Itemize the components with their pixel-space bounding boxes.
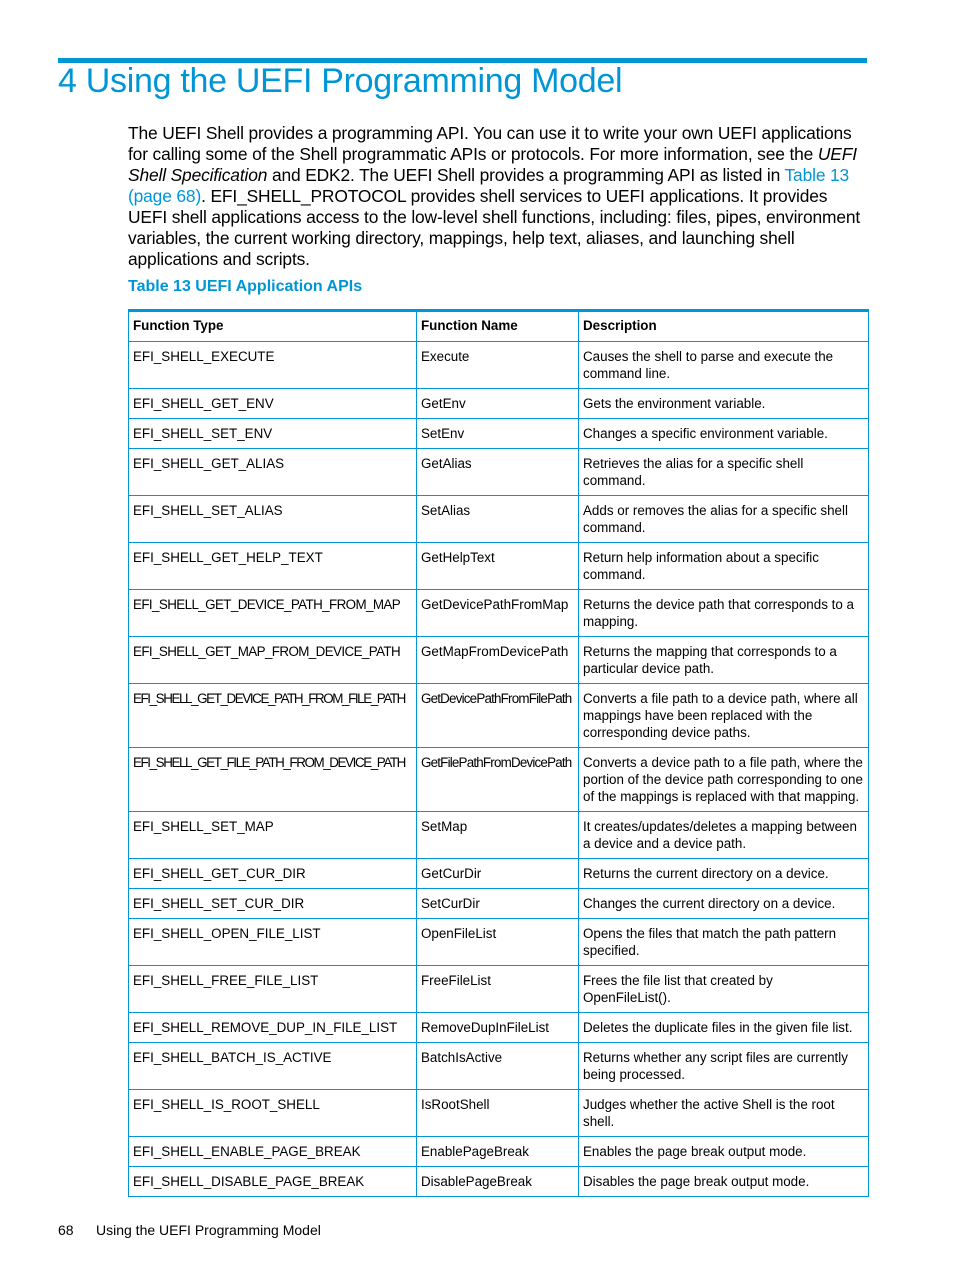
spec-name: UEFI Shell Specification [128, 144, 857, 185]
function-type-cell: EFI_SHELL_BATCH_IS_ACTIVE [129, 1043, 417, 1090]
function-type-cell: EFI_SHELL_DISABLE_PAGE_BREAK [129, 1167, 417, 1197]
function-type-cell: EFI_SHELL_SET_ALIAS [129, 496, 417, 543]
function-type-cell: EFI_SHELL_EXECUTE [129, 342, 417, 389]
intro-text-1: The UEFI Shell provides a programming API. You can use it to write your own UEFI applications for calling some of the Shell programmatic APIs or protocols. For more information, see the [128, 123, 852, 164]
description-cell: Returns whether any script files are currently being processed. [579, 1043, 869, 1090]
function-name-cell: GetEnv [417, 389, 579, 419]
function-type-cell: EFI_SHELL_GET_DEVICE_PATH_FROM_FILE_PATH [129, 684, 417, 748]
function-type-cell: EFI_SHELL_REMOVE_DUP_IN_FILE_LIST [129, 1013, 417, 1043]
function-type-cell: EFI_SHELL_OPEN_FILE_LIST [129, 919, 417, 966]
table-row [129, 889, 869, 919]
function-type-cell: EFI_SHELL_FREE_FILE_LIST [129, 966, 417, 1013]
description-cell: Adds or removes the alias for a specific shell command. [579, 496, 869, 543]
function-name-cell: SetCurDir [417, 889, 579, 919]
table-row [129, 1043, 869, 1090]
function-name-cell: SetEnv [417, 419, 579, 449]
description-cell: Returns the current directory on a device. [579, 859, 869, 889]
table-row [129, 748, 869, 812]
function-name-cell: GetFilePathFromDevicePath [417, 748, 579, 812]
table-row [129, 449, 869, 496]
header-function-name: Function Name [417, 311, 579, 342]
function-type-cell: EFI_SHELL_GET_FILE_PATH_FROM_DEVICE_PATH [129, 748, 417, 812]
table-row [129, 543, 869, 590]
chapter-title: 4 Using the UEFI Programming Model [58, 62, 623, 100]
description-cell: Converts a file path to a device path, where all mappings have been replaced with the corresponding device paths. [579, 684, 869, 748]
table-13-link[interactable]: Table 13 (page 68) [128, 165, 850, 206]
description-cell: Deletes the duplicate files in the given file list. [579, 1013, 869, 1043]
page-number: 68 [58, 1222, 74, 1238]
intro-text-2: and EDK2. The UEFI Shell provides a programming API as listed in [267, 165, 785, 185]
function-name-cell: DisablePageBreak [417, 1167, 579, 1197]
function-type-cell: EFI_SHELL_GET_CUR_DIR [129, 859, 417, 889]
function-name-cell: GetMapFromDevicePath [417, 637, 579, 684]
description-cell: Retrieves the alias for a specific shell command. [579, 449, 869, 496]
function-type-cell: EFI_SHELL_IS_ROOT_SHELL [129, 1090, 417, 1137]
intro-paragraph [128, 123, 868, 270]
table-body [129, 342, 869, 1197]
table-header-row [129, 311, 869, 342]
function-type-cell: EFI_SHELL_GET_ALIAS [129, 449, 417, 496]
function-type-cell: EFI_SHELL_GET_HELP_TEXT [129, 543, 417, 590]
description-cell: Return help information about a specific command. [579, 543, 869, 590]
uefi-api-table [128, 309, 869, 1197]
description-cell: Frees the file list that created by OpenFileList(). [579, 966, 869, 1013]
description-cell: Opens the files that match the path pattern specified. [579, 919, 869, 966]
table-row [129, 637, 869, 684]
description-cell: Disables the page break output mode. [579, 1167, 869, 1197]
function-name-cell: GetDevicePathFromMap [417, 590, 579, 637]
table-row [129, 812, 869, 859]
description-cell: Changes a specific environment variable. [579, 419, 869, 449]
table-row [129, 859, 869, 889]
table-row [129, 966, 869, 1013]
function-name-cell: GetAlias [417, 449, 579, 496]
function-type-cell: EFI_SHELL_SET_MAP [129, 812, 417, 859]
header-function-type: Function Type [129, 311, 417, 342]
description-cell: It creates/updates/deletes a mapping between a device and a device path. [579, 812, 869, 859]
header-description: Description [579, 311, 869, 342]
function-name-cell: SetMap [417, 812, 579, 859]
description-cell: Causes the shell to parse and execute the command line. [579, 342, 869, 389]
table-row [129, 590, 869, 637]
function-name-cell: SetAlias [417, 496, 579, 543]
table-row [129, 1167, 869, 1197]
function-type-cell: EFI_SHELL_SET_ENV [129, 419, 417, 449]
table-row [129, 1090, 869, 1137]
intro-text-3: . EFI_SHELL_PROTOCOL provides shell services to UEFI applications. It provides UEFI shell applications access to the low-level shell functions, including: files, pipes, environment variables, the current working directory, mappings, help text, aliases, and launching shell applications and scripts. [128, 186, 861, 269]
function-name-cell: FreeFileList [417, 966, 579, 1013]
table-row [129, 684, 869, 748]
function-name-cell: RemoveDupInFileList [417, 1013, 579, 1043]
function-name-cell: Execute [417, 342, 579, 389]
description-cell: Enables the page break output mode. [579, 1137, 869, 1167]
table-row [129, 389, 869, 419]
function-type-cell: EFI_SHELL_GET_ENV [129, 389, 417, 419]
table-row [129, 1013, 869, 1043]
table-row [129, 919, 869, 966]
table-row [129, 496, 869, 543]
function-type-cell: EFI_SHELL_GET_MAP_FROM_DEVICE_PATH [129, 637, 417, 684]
description-cell: Converts a device path to a file path, where the portion of the device path corresponding to one of the mappings is replaced with that mapping. [579, 748, 869, 812]
function-name-cell: OpenFileList [417, 919, 579, 966]
description-cell: Returns the device path that corresponds to a mapping. [579, 590, 869, 637]
description-cell: Changes the current directory on a device. [579, 889, 869, 919]
table-row [129, 419, 869, 449]
function-type-cell: EFI_SHELL_ENABLE_PAGE_BREAK [129, 1137, 417, 1167]
description-cell: Gets the environment variable. [579, 389, 869, 419]
function-name-cell: IsRootShell [417, 1090, 579, 1137]
table-caption: Table 13 UEFI Application APIs [128, 278, 363, 295]
description-cell: Returns the mapping that corresponds to a particular device path. [579, 637, 869, 684]
running-title: Using the UEFI Programming Model [96, 1222, 321, 1238]
function-type-cell: EFI_SHELL_SET_CUR_DIR [129, 889, 417, 919]
function-name-cell: GetCurDir [417, 859, 579, 889]
table-row [129, 342, 869, 389]
description-cell: Judges whether the active Shell is the root shell. [579, 1090, 869, 1137]
table-row [129, 1137, 869, 1167]
function-name-cell: BatchIsActive [417, 1043, 579, 1090]
page-footer [58, 1222, 321, 1238]
function-type-cell: EFI_SHELL_GET_DEVICE_PATH_FROM_MAP [129, 590, 417, 637]
function-name-cell: EnablePageBreak [417, 1137, 579, 1167]
function-name-cell: GetDevicePathFromFilePath [417, 684, 579, 748]
function-name-cell: GetHelpText [417, 543, 579, 590]
